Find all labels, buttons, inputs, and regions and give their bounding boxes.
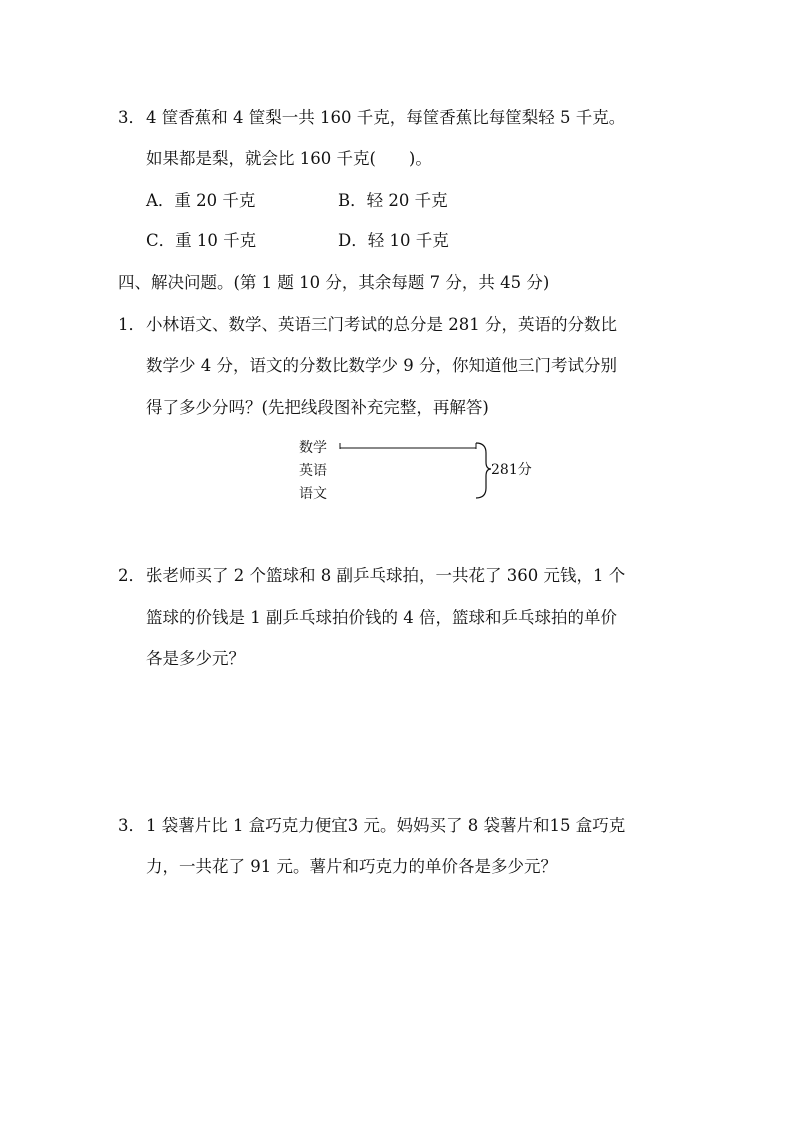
option-d: D．轻 10 千克 (338, 231, 449, 250)
problem-3-line-1 (118, 815, 625, 837)
math-segment (340, 443, 476, 449)
diagram-label-english: 英语 (299, 463, 327, 479)
option-b: B．轻 20 千克 (338, 191, 448, 210)
problem-2-line-1 (118, 565, 625, 587)
problem-text: 小林语文、数学、英语三门考试的总分是 281 分，英语的分数比 (146, 315, 617, 334)
total-brace (476, 443, 491, 498)
problem-text: 1 袋薯片比 1 盒巧克力便宜3 元。妈妈买了 8 袋薯片和15 盒巧克 (146, 816, 626, 835)
question-3-line-2: 如果都是梨，就会比 160 千克( )。 (146, 149, 432, 168)
problem-1-line-2: 数学少 4 分，语文的分数比数学少 9 分，你知道他三门考试分别 (146, 356, 617, 375)
option-c: C．重 10 千克 (146, 231, 257, 250)
option-a: A．重 20 千克 (146, 191, 256, 210)
problem-number: 1． (118, 315, 145, 334)
problem-2-line-3: 各是多少元？ (146, 649, 245, 668)
question-text: 4 筐香蕉和 4 筐梨一共 160 千克，每筐香蕉比每筐梨轻 5 千克。 (146, 108, 626, 127)
problem-number: 3． (118, 816, 145, 835)
diagram-total-label: 281分 (491, 462, 532, 478)
section-heading: 四、解决问题。(第 1 题 10 分，其余每题 7 分，共 45 分) (118, 273, 550, 292)
diagram-label-chinese: 语文 (299, 486, 327, 502)
problem-text: 张老师买了 2 个篮球和 8 副乒乓球拍，一共花了 360 元钱，1 个 (146, 566, 626, 585)
problem-1-line-3: 得了多少分吗？(先把线段图补充完整，再解答) (146, 398, 489, 417)
problem-2-line-2: 篮球的价钱是 1 副乒乓球拍价钱的 4 倍，篮球和乒乓球拍的单价 (146, 608, 617, 627)
problem-3-line-2: 力，一共花了 91 元。薯片和巧克力的单价各是多少元？ (146, 857, 557, 876)
question-number: 3． (118, 108, 145, 127)
problem-number: 2． (118, 566, 145, 585)
diagram-label-math: 数学 (299, 440, 327, 456)
